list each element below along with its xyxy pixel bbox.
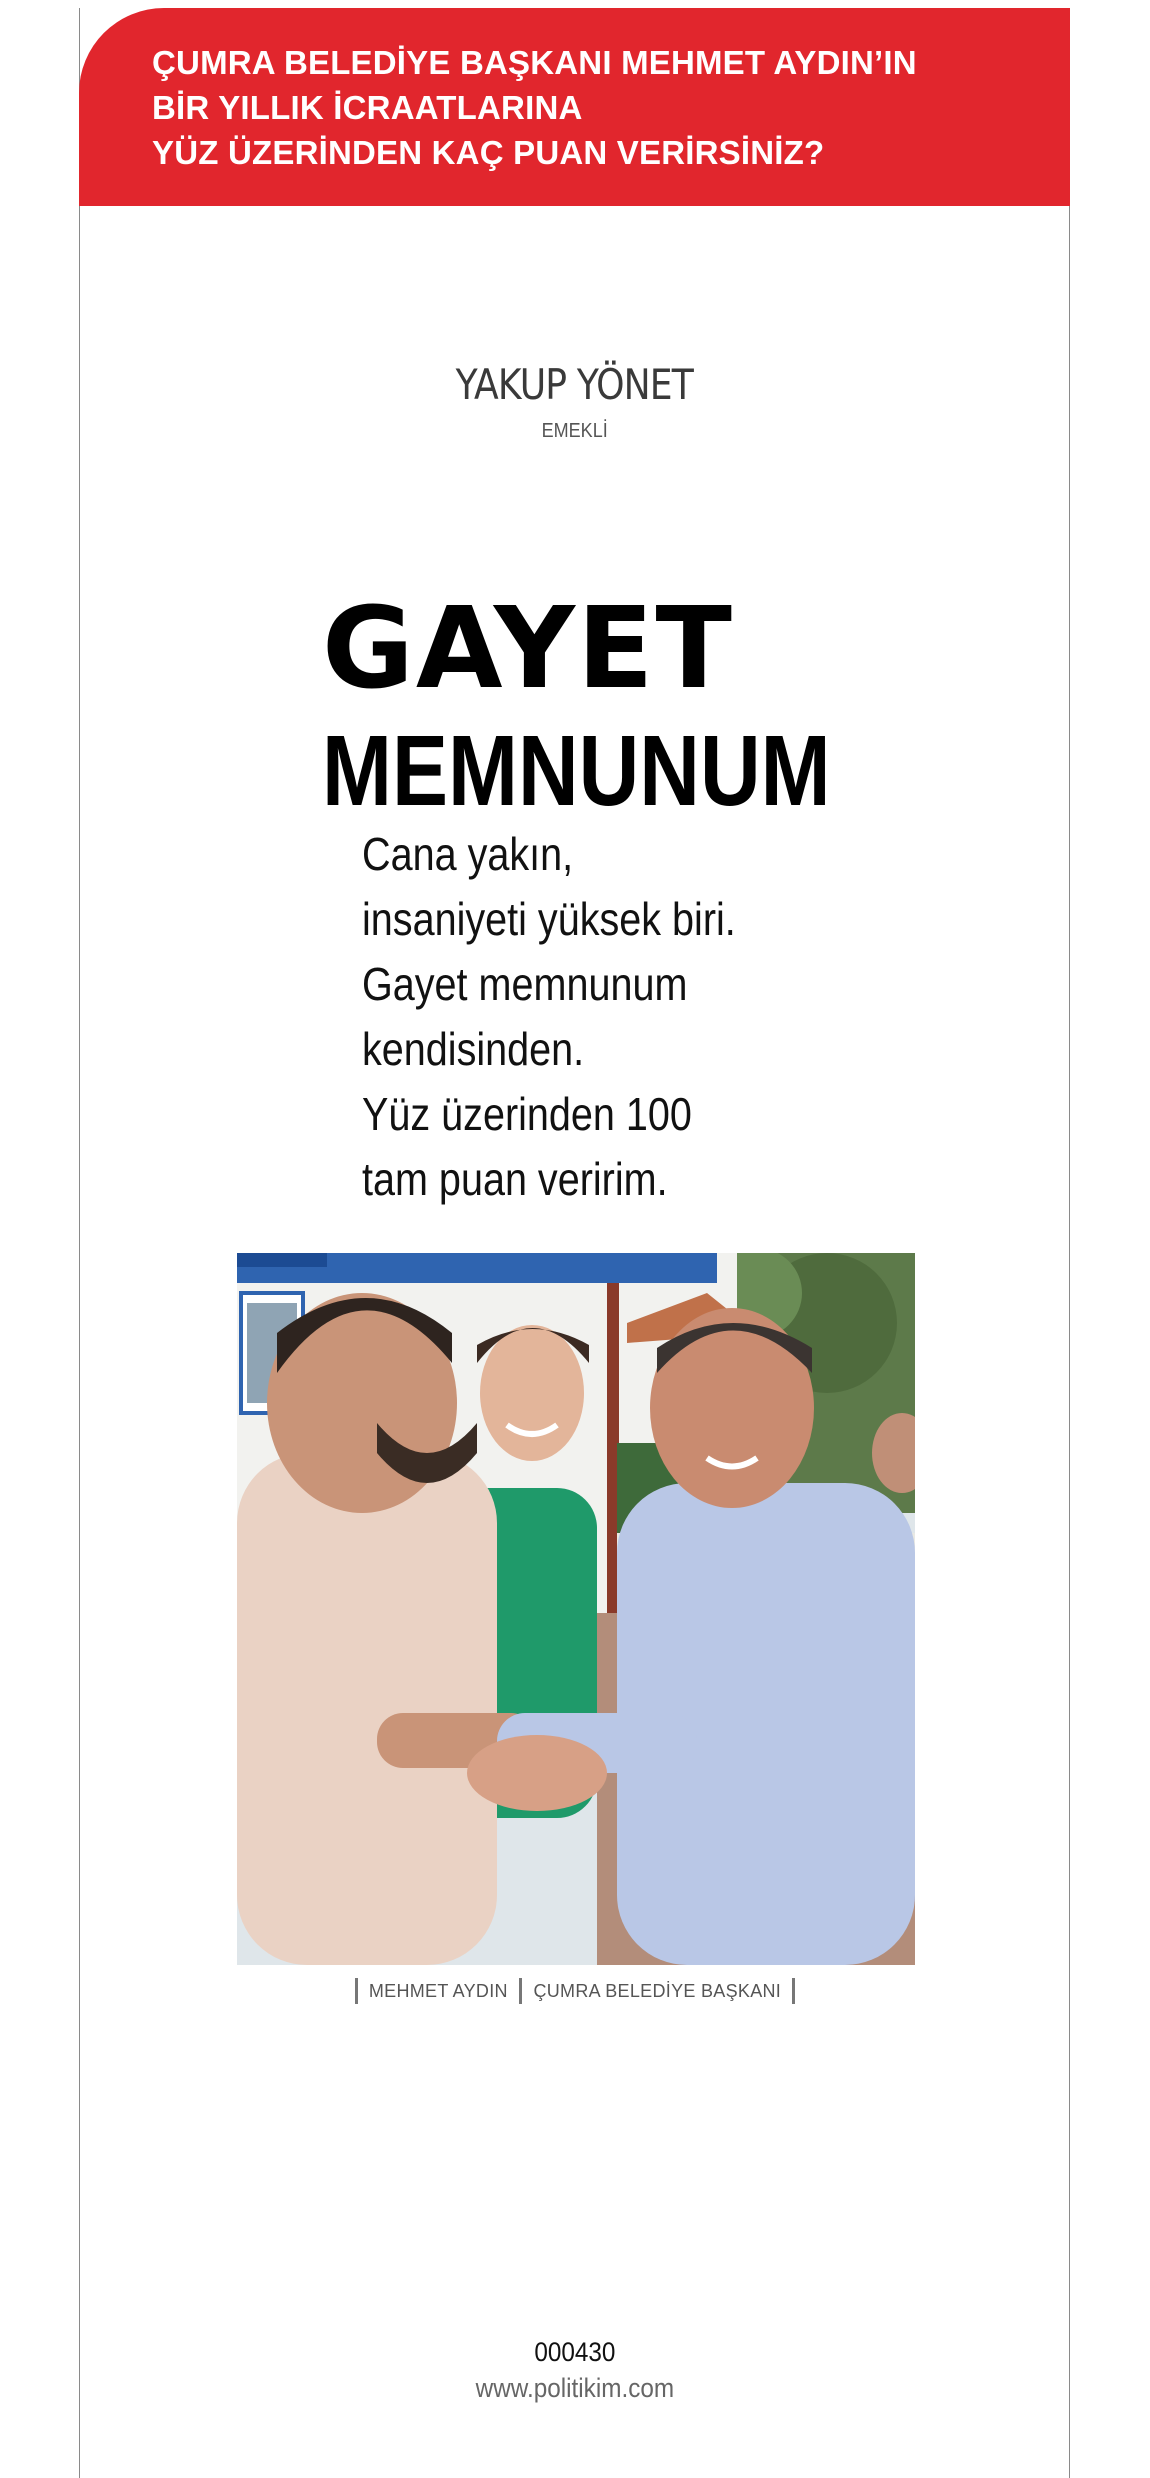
quote-line-5: Yüz üzerinden 100 xyxy=(362,1088,692,1140)
header-line-1: ÇUMRA BELEDİYE BAŞKANI MEHMET AYDIN’IN xyxy=(152,44,917,81)
quote-line-1: Cana yakın, xyxy=(362,828,574,880)
caption-name: MEHMET AYDIN xyxy=(368,1981,508,2001)
question-header xyxy=(79,8,1070,206)
photo-illustration xyxy=(237,1253,915,1965)
quote-line-4: kendisinden. xyxy=(362,1023,585,1075)
mayor-photo xyxy=(237,1253,915,1965)
caption-divider xyxy=(792,1978,795,2004)
headline-line-1: GAYET xyxy=(322,584,734,714)
headline-line-2: MEMNUNUM xyxy=(322,715,831,827)
quote-line-6: tam puan veririm. xyxy=(362,1153,668,1205)
page-code: 000430 xyxy=(534,2337,616,2367)
header-line-2: BİR YILLIK İCRAATLARINA xyxy=(152,89,583,126)
caption-title: ÇUMRA BELEDİYE BAŞKANI xyxy=(533,1981,782,2001)
photo-caption xyxy=(0,1978,1150,2004)
respondent-role: EMEKLİ xyxy=(541,420,608,442)
header-line-3: YÜZ ÜZERİNDEN KAÇ PUAN VERİRSİNİZ? xyxy=(152,134,825,171)
caption-divider xyxy=(519,1978,522,2004)
respondent-name: YAKUP YÖNET xyxy=(455,360,693,409)
quote-text xyxy=(362,822,962,1212)
quote-line-3: Gayet memnunum xyxy=(362,958,688,1010)
caption-divider xyxy=(355,1978,358,2004)
website-link[interactable]: www.politikim.com xyxy=(475,2373,675,2403)
quote-line-2: insaniyeti yüksek biri. xyxy=(362,893,736,945)
